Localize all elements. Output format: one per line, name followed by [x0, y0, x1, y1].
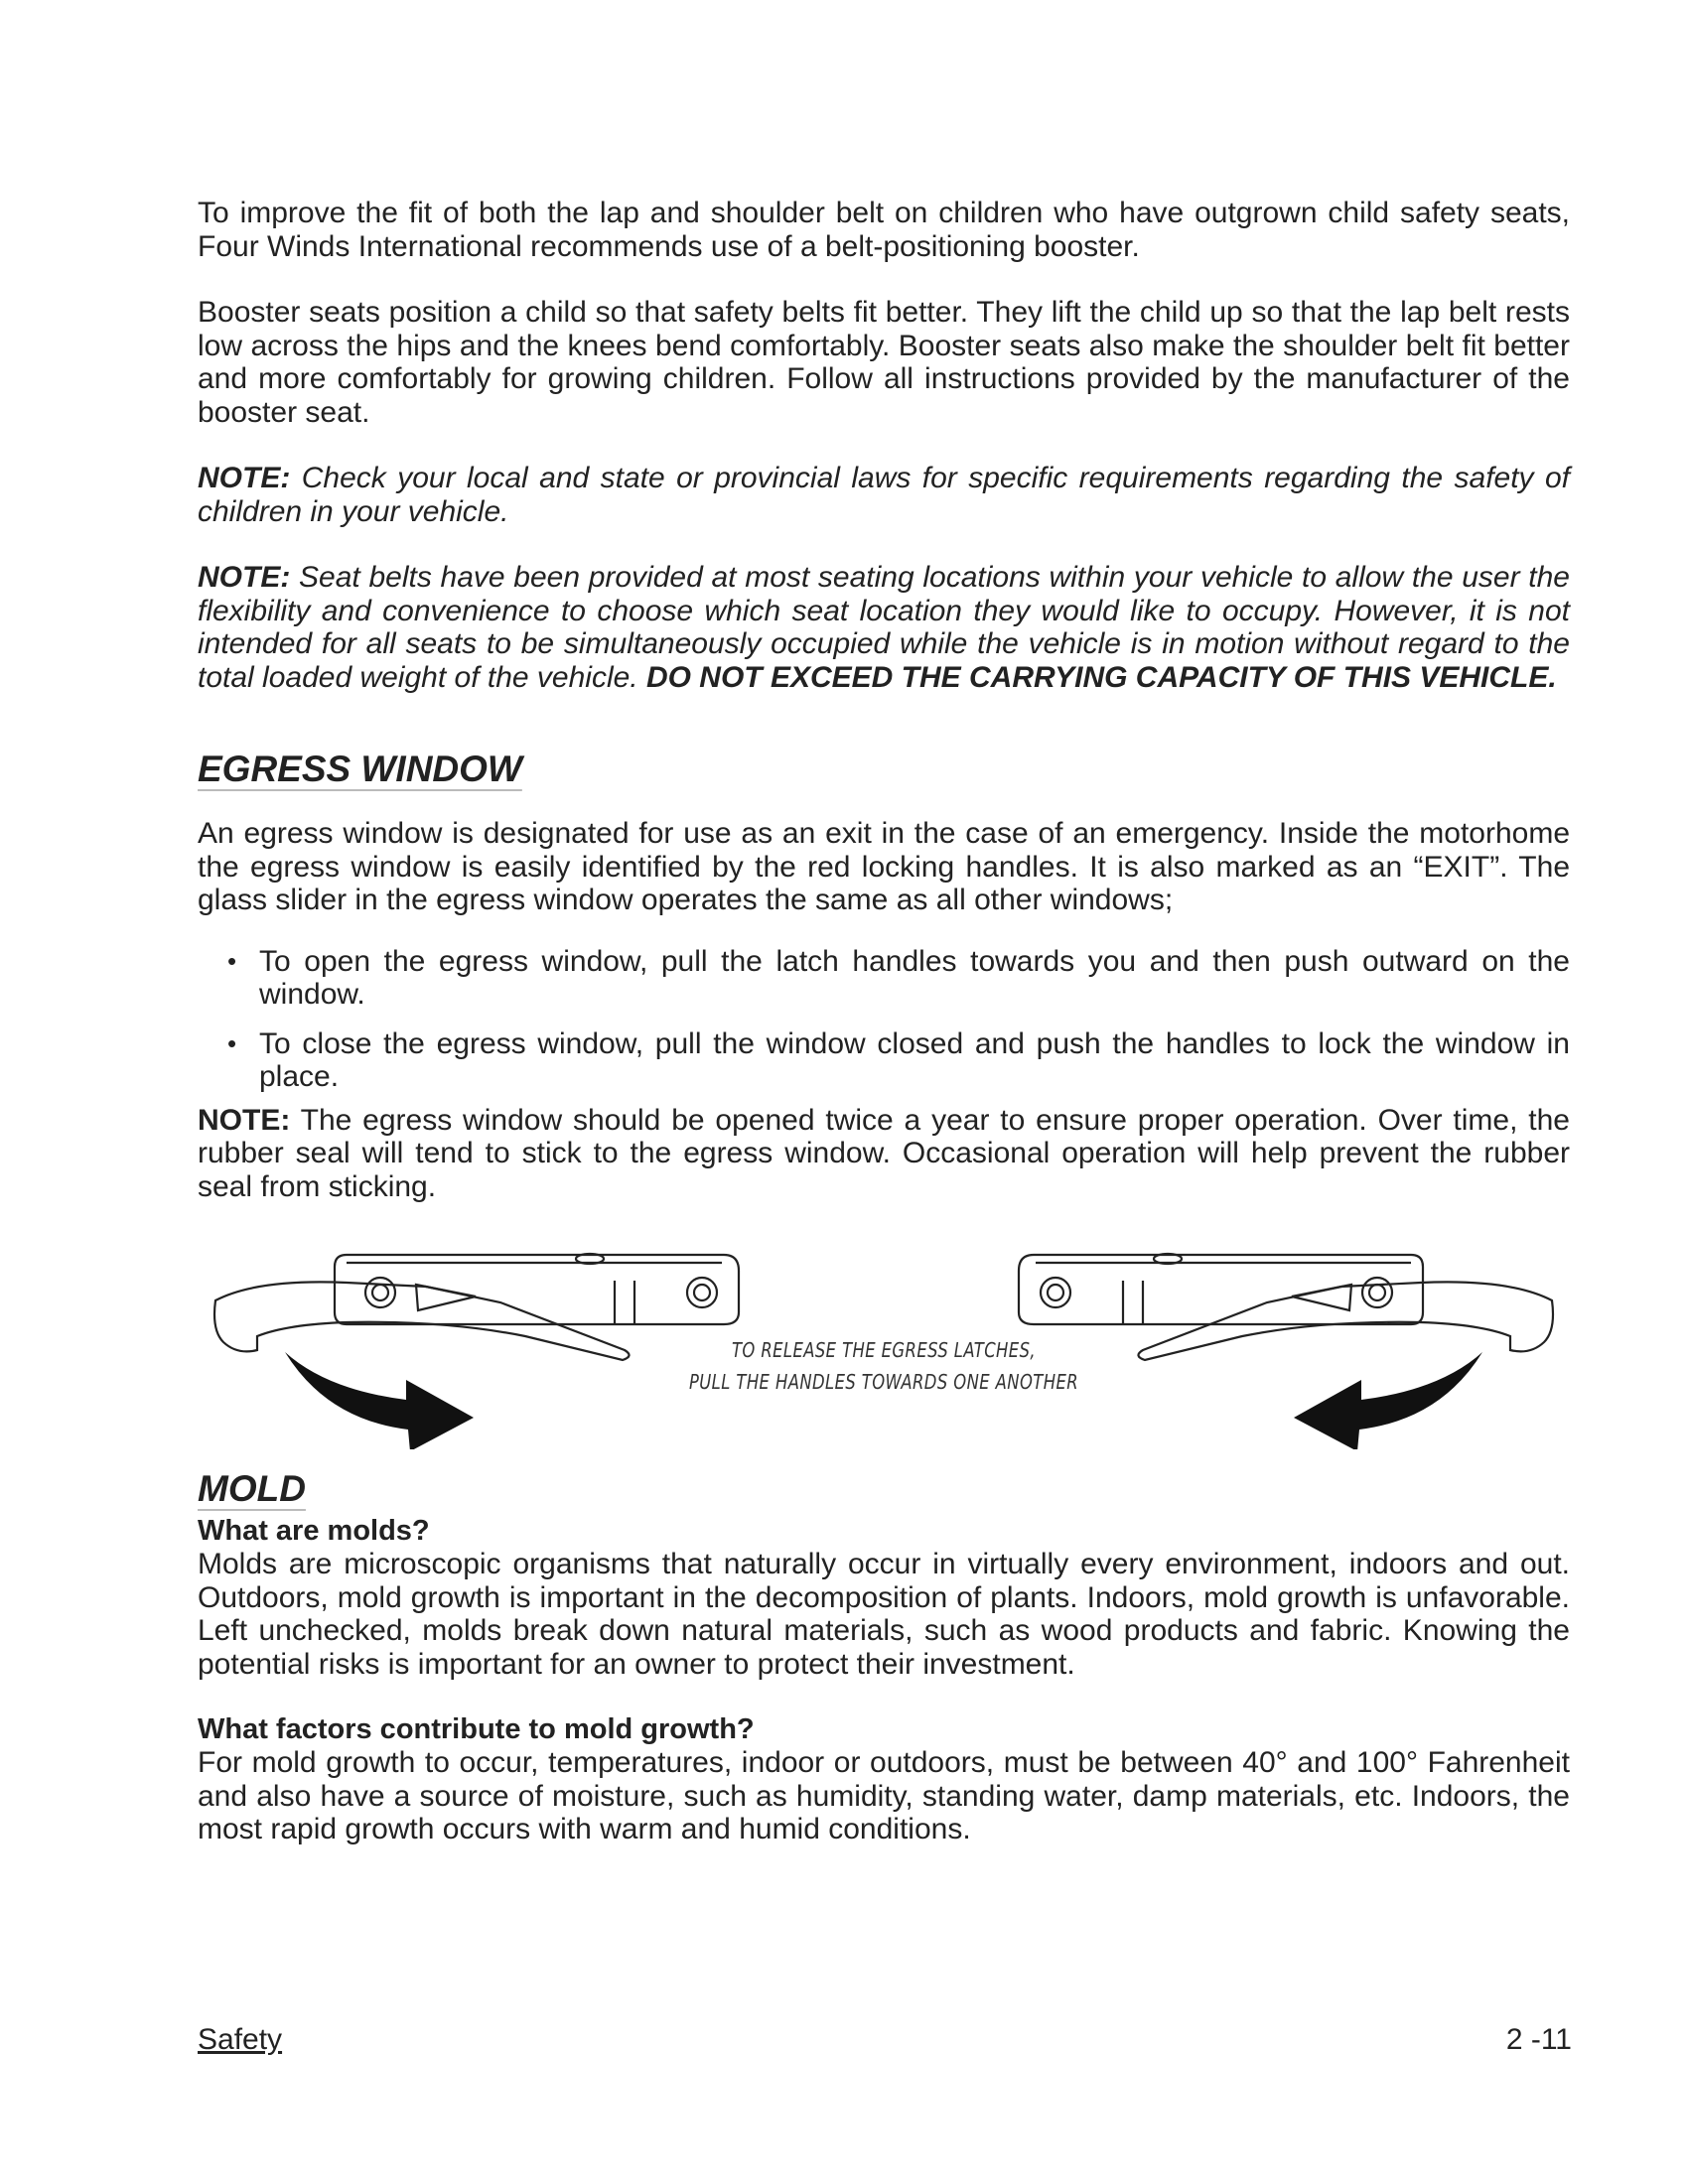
list-item: • To close the egress window, pull the window closed and push the handles to lock the window in place. — [227, 1026, 1570, 1093]
mold-question-1: What are molds? — [198, 1515, 430, 1547]
egress-window-heading: EGRESS WINDOW — [198, 749, 522, 789]
mold-answer-1: Molds are microscopic organisms that naturally occur in virtually every environment, indoors and out. Outdoors, mold growth is important in the decomposition of plants. Indoors, mold growth is unfavorable. Left unchecked, molds break down natural materials, such as wood products and fabric. Knowing the potential risks is important for an owner to protect their investment. — [198, 1548, 1570, 1681]
right-arrow-icon — [1294, 1352, 1482, 1449]
note-label: NOTE: — [198, 561, 291, 594]
note-text: The egress window should be opened twice a year to ensure proper operation. Over time, the rubber seal will tend to stick to the egress window. Occasional operation will help prevent the rubber seal from sticking. — [198, 1103, 1570, 1203]
figure-caption-line-2: PULL THE HANDLES TOWARDS ONE ANOTHER — [688, 1370, 1079, 1394]
egress-instructions-list — [198, 945, 1570, 1094]
list-item: • To open the egress window, pull the latch handles towards you and then push outward on the window. — [227, 944, 1570, 1011]
capacity-warning: DO NOT EXCEED THE CARRYING CAPACITY OF THIS VEHICLE. — [645, 660, 1557, 694]
footer-page-number: 2 -11 — [1505, 2023, 1572, 2056]
left-arrow-icon — [285, 1352, 474, 1449]
note-text: Seat belts have been provided at most seating locations within your vehicle to allow the user the flexibility and convenience to choose which seat location they would like to occupy. However, it is not intended for all seats to be simultaneously occupied while the vehicle is in motion without regard to the total loaded weight of the vehicle. — [198, 561, 1570, 694]
note-label: NOTE: — [198, 1103, 291, 1137]
note-seat-belts — [198, 561, 1570, 694]
egress-intro-paragraph: An egress window is designated for use as an exit in the case of an emergency. Inside the motorhome the egress window is easily identified by the red locking handles. It is also marked as an “EXIT”. The glass slider in the egress window operates the same as all other windows; — [198, 817, 1570, 916]
figure-caption-line-1: TO RELEASE THE EGRESS LATCHES, — [731, 1338, 1037, 1362]
bullet-icon: • — [227, 945, 237, 976]
mold-answer-2: For mold growth to occur, temperatures, indoor or outdoors, must be between 40° and 100° Fahrenheit and also have a source of moisture, such as humidity, standing water, damp materials, etc. Indoors, the most rapid growth occurs with warm and humid conditions. — [198, 1746, 1570, 1845]
note-text: Check your local and state or provincial laws for specific requirements regarding the safety of children in your vehicle. — [198, 462, 1570, 528]
note-local-laws — [198, 462, 1570, 528]
intro-paragraph-1: To improve the fit of both the lap and shoulder belt on children who have outgrown child safety seats, Four Winds International recommends use of a belt-positioning booster. — [198, 197, 1570, 263]
bullet-icon: • — [227, 1027, 237, 1058]
footer-section-title: Safety — [198, 2023, 283, 2056]
note-label: NOTE: — [198, 462, 291, 494]
mold-question-2: What factors contribute to mold growth? — [198, 1713, 755, 1745]
page-content — [198, 197, 1570, 1846]
egress-maintenance-note — [198, 1104, 1570, 1204]
intro-paragraph-2: Booster seats position a child so that safety belts fit better. They lift the child up so that the lap belt rests low across the hips and the knees bend comfortably. Booster seats also make the shoulder belt fit better and more comfortably for growing children. Follow all instructions provided by the manufacturer of the booster seat. — [198, 296, 1570, 429]
egress-latch-illustration — [198, 1241, 1570, 1449]
mold-heading: MOLD — [198, 1468, 306, 1509]
